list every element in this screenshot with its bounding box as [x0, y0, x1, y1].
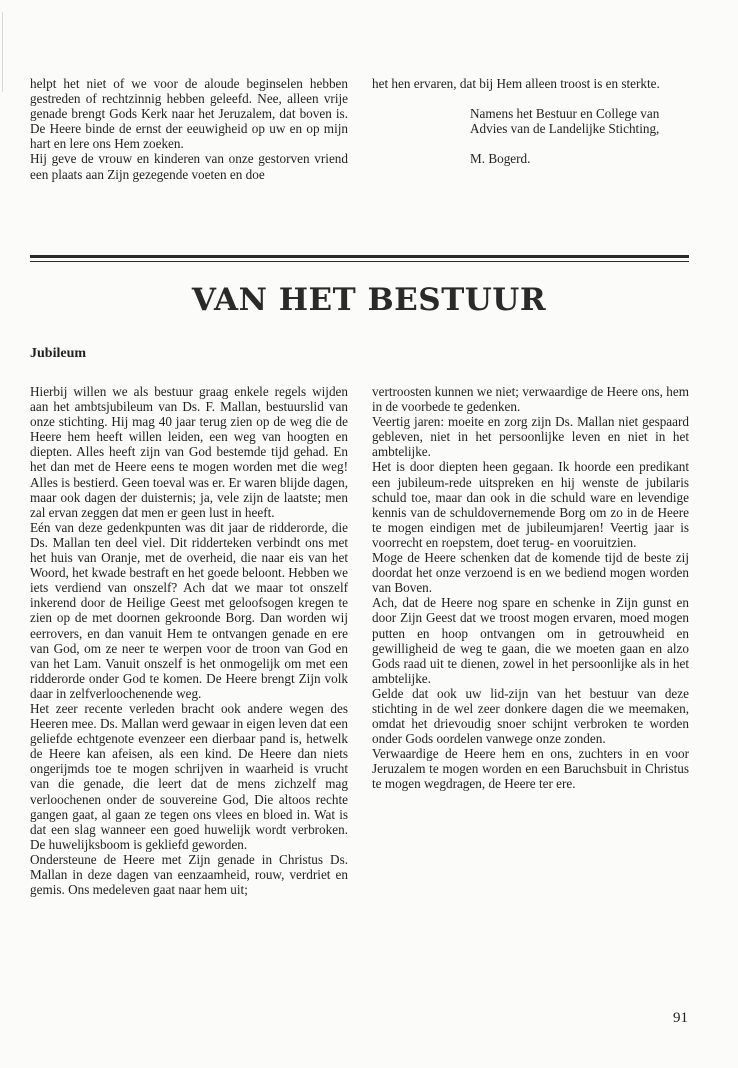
paragraph: het hen ervaren, dat bij Hem alleen troost is en sterkte. — [372, 76, 660, 91]
signature-name: M. Bogerd. — [470, 151, 531, 167]
top-right-column — [372, 76, 689, 166]
paragraph: Veertig jaren: moeite en zorg zijn Ds. Mallan niet gespaard gebleven, niet in het persoonlijke leven en niet in het ambtelijke. — [372, 414, 689, 460]
paragraph: Ach, dat de Heere nog spare en schenke in Zijn gunst en door Zijn Geest dat we troost mogen ervaren, moed mogen putten en hoop ontvangen om in getrouwheid en gewilligheid de weg te gaan, die we moeten gaan en alzo Gods raad uit te dienen, zowel in het persoonlijke als in het ambtelijke. — [372, 595, 689, 686]
paragraph: Hij geve de vrouw en kinderen van onze gestorven vriend een plaats aan Zijn gezegende voeten en doe — [30, 151, 348, 182]
article-right-column — [372, 384, 689, 792]
top-left-column — [30, 76, 348, 182]
section-divider-thin — [30, 261, 689, 262]
section-divider — [30, 255, 689, 258]
paragraph: Gelde dat ook uw lid-zijn van het bestuur van deze stichting in de wel zeer donkere dagen die we meemaken, omdat het drievoudig snoer schijnt verbroken te worden onder Gods oordelen vanwege onze zonden. — [372, 685, 689, 747]
paragraph: Hierbij willen we als bestuur graag enkele regels wijden aan het ambtsjubileum van Ds. F. Mallan, bestuurslid van onze stichting. Hij mag 40 jaar terug zien op de weg die de Heere hem heeft willen leiden, een weg van hoogten en diepten. Alles heeft zijn van God bestemde tijd gehad. En het dan met de Heere eens te mogen worden met die weg! Alles is bestierd. Geen toeval was er. Er waren blijde dagen, maar ook dagen der duisternis; ja, vele zijn de laatste; men zal ervan zeggen dat men er geen lust in heeft. — [30, 384, 348, 520]
article-left-column — [30, 384, 348, 897]
signature-line: Advies van de Landelijke Stichting, — [470, 121, 660, 137]
paragraph: helpt het niet of we voor de aloude beginselen hebben gestreden of rechtzinnig hebben geleefd. Nee, alleen vrije genade brengt Gods Kerk naar het Jeruzalem, dat boven is. De Heere binde de ernst der eeuwigheid op uw en op mijn hart en lere ons Hem zoeken. — [30, 76, 348, 152]
paragraph: Moge de Heere schenken dat de komende tijd de beste zij doordat het onze verzoend is en we bediend mogen worden van Boven. — [372, 550, 689, 596]
paragraph: Verwaardige de Heere hem en ons, zuchters in en voor Jeruzalem te mogen worden en een Baruchsbuit in Christus te mogen wegdragen, de Heere ter ere. — [372, 746, 689, 792]
page-number: 91 — [673, 1010, 688, 1026]
section-title: VAN HET BESTUUR — [191, 282, 547, 318]
paragraph: Eén van deze gedenkpunten was dit jaar de ridderorde, die Ds. Mallan ten deel viel. Dit ridderteken verbindt ons met het huis van Oranje, met de overheid, die naar eis van het Woord, het kwade bestraft en het goede beloont. Hebben we iets verdiend van onszelf? Ach dat we maar tot onszelf inkerend door de Heilige Geest met geloofsogen kregen te zien op de met doornen gekroonde Borg. Dan worden wij eerrovers, en dan vanuit Hem te ontvangen genade en ere van God, om ze neer te werpen voor de troon van God en van het Lam. Vanuit onszelf is het onmogelijk om met een ridderorde onder God te komen. De Heere brengt Zijn volk daar in zelfverloochenende weg. — [30, 519, 348, 701]
paragraph: vertroosten kunnen we niet; verwaardige de Heere ons, hem in de voorbede te gedenken. — [372, 384, 689, 415]
signature-line: Namens het Bestuur en College van — [470, 106, 660, 122]
paragraph: Het is door diepten heen gegaan. Ik hoorde een predikant een jubileum-rede uitspreken en hij wenste de jubilaris schuld toe, maar dan ook in die schuld ware en levendige kennis van de schuldovernemende Borg om zo in de Heere te mogen eindigen met de jubileumjaren! Veertig jaar is voorrecht en roepstem, doet terug- en vooruitzien. — [372, 459, 689, 550]
paragraph: Het zeer recente verleden bracht ook andere wegen des Heeren mee. Ds. Mallan werd gewaar in eigen leven dat een geliefde echtgenote evenzeer een dierbaar pand is, hetwelk de Heere kan afeisen, als een kind. De Heere dan niets ongerijmds toe te mogen schrijven in waarheid is vrucht van die genade, die leert dat de mens zichzelf mag verloochenen onder de souvereine God, Die altoos rechte gangen gaat, al gaan ze tegen ons vlees en bloed in. Wat is dat een slag wanneer een goed huwelijk wordt verbroken. De huwelijksboom is gekliefd geworden. — [30, 700, 348, 852]
paragraph: Ondersteune de Heere met Zijn genade in Christus Ds. Mallan in deze dagen van eenzaamheid, rouw, verdriet en gemis. Ons medeleven gaat naar hem uit; — [30, 851, 348, 898]
article-subheading: Jubileum — [30, 346, 87, 361]
scan-edge-line — [2, 12, 3, 92]
